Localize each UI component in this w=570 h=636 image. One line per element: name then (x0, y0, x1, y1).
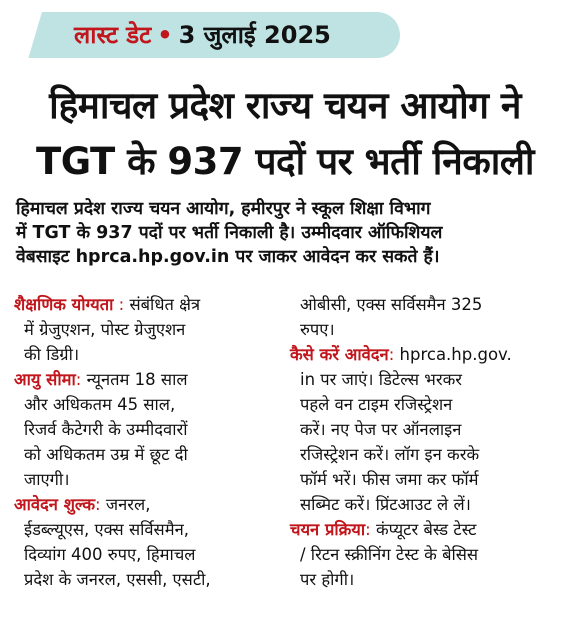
headline-line-2: TGT के 937 पदों पर भर्ती निकाली (36, 140, 534, 183)
fee-text: जनरल, (105, 495, 151, 514)
intro-line: वेबसाइट hprca.hp.gov.in पर जाकर आवेदन कर सकते हैं। (16, 247, 440, 267)
fee-cont-line: ओबीसी, एक्स सर्विसमैन 325 (300, 295, 483, 314)
age-section (14, 367, 284, 492)
fee-line: दिव्यांग 400 रुपए, हिमाचल (24, 545, 196, 564)
selection-line: पर होगी। (300, 570, 355, 589)
selection-section (290, 517, 560, 592)
right-column (290, 292, 560, 592)
apply-colon: : (388, 345, 395, 364)
intro-line: हिमाचल प्रदेश राज्य चयन आयोग, हमीरपुर ने स्कूल शिक्षा विभाग (16, 199, 431, 219)
apply-line: रजिस्ट्रेशन करें। लॉग इन करके (300, 445, 480, 464)
last-date-banner (8, 12, 400, 58)
age-line: को अधिकतम उम्र में छूट दी (24, 445, 188, 464)
age-line: रिजर्व कैटेगरी के उम्मीदवारों (24, 420, 188, 439)
intro-paragraph (16, 197, 556, 269)
qualification-colon: : (118, 295, 125, 314)
fee-line: प्रदेश के जनरल, एससी, एसटी, (24, 570, 211, 589)
apply-heading: कैसे करें आवेदन (290, 345, 389, 364)
last-date-label: लास्ट डेट (74, 21, 152, 49)
fee-cont-line: रुपए। (300, 320, 335, 339)
fee-continued-section (290, 292, 560, 342)
apply-section (290, 342, 560, 517)
last-date-value: 3 जुलाई 2025 (178, 21, 331, 49)
age-heading: आयु सीमा (14, 370, 76, 389)
apply-line: in पर जाएं। डिटेल्स भरकर (300, 370, 463, 389)
fee-heading: आवेदन शुल्क (14, 495, 96, 514)
apply-line: सब्मिट करें। प्रिंटआउट ले लें। (300, 495, 471, 514)
left-column (14, 292, 284, 592)
headline-line-1: हिमाचल प्रदेश राज्य चयन आयोग ने (49, 84, 521, 127)
qualification-line: की डिग्री। (24, 345, 80, 364)
fee-section (14, 492, 284, 592)
qualification-text: संबंधित क्षेत्र (129, 295, 201, 314)
qualification-section (14, 292, 284, 367)
age-line: जाएगी। (24, 470, 70, 489)
apply-line: फॉर्म भरें। फीस जमा कर फॉर्म (300, 470, 479, 489)
banner-text (74, 17, 331, 53)
selection-colon: : (365, 520, 371, 539)
banner-separator: • (157, 21, 173, 49)
apply-line: पहले वन टाइम रजिस्ट्रेशन (300, 395, 453, 414)
qualification-line: में ग्रेजुएशन, पोस्ट ग्रेजुएशन (24, 320, 186, 339)
qualification-heading: शैक्षणिक योग्यता (14, 295, 114, 314)
intro-line: में TGT के 937 पदों पर भर्ती निकाली है। उम्मीदवार ऑफिशियल (16, 223, 443, 243)
age-colon: : (75, 370, 82, 389)
apply-text: hprca.hp.gov. (399, 345, 512, 364)
selection-heading: चयन प्रक्रिया (290, 520, 366, 539)
age-line: और अधिकतम 45 साल, (24, 395, 176, 414)
banner-tab-shape (8, 12, 42, 58)
age-text: न्यूनतम 18 साल (86, 370, 188, 389)
selection-text: कंप्यूटर बेस्ड टेस्ट (375, 520, 477, 539)
apply-line: करें। नए पेज पर ऑनलाइन (300, 420, 462, 439)
fee-colon: : (95, 495, 101, 514)
selection-line: / रिटन स्क्रीनिंग टेस्ट के बेसिस (300, 545, 479, 564)
fee-line: ईडब्ल्यूएस, एक्स सर्विसमैन, (24, 520, 189, 539)
